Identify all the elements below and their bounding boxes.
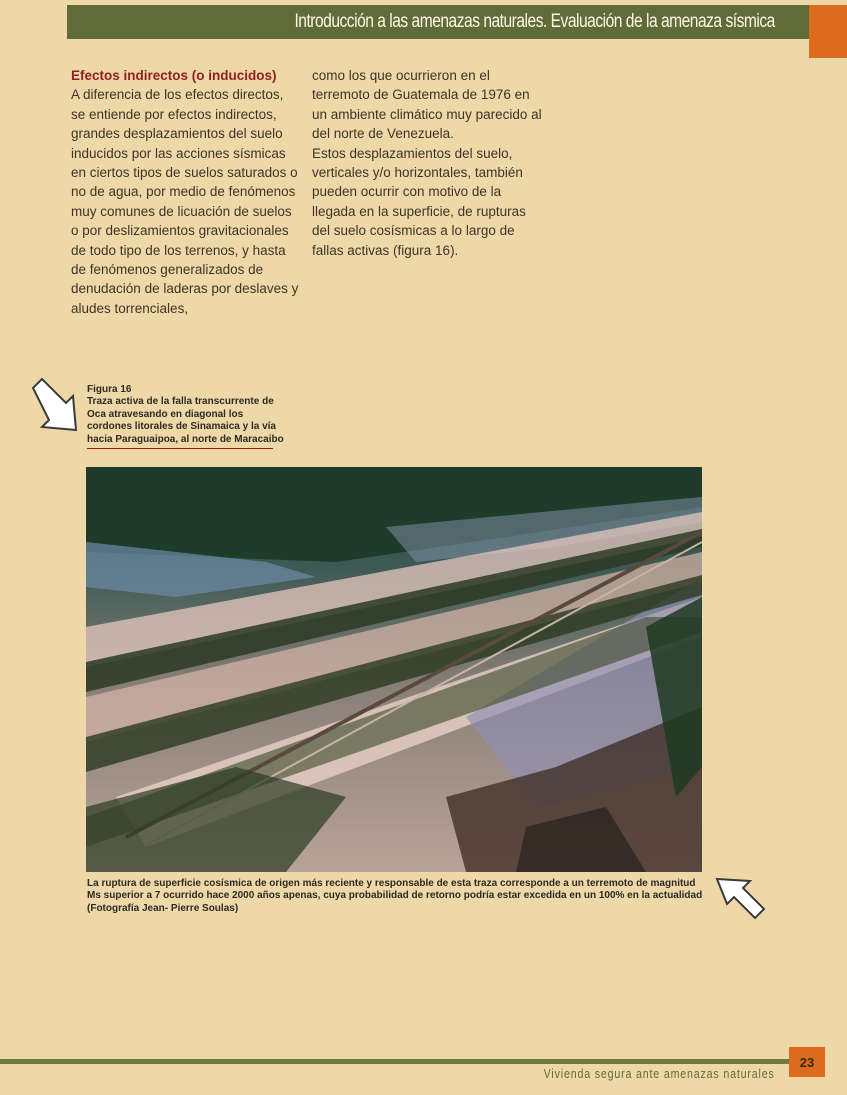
footer-rule [0,1059,790,1064]
section-heading: Efectos indirectos (o inducidos) [71,68,277,83]
header-accent-tab [809,5,847,58]
figure-title: Traza activa de la falla transcurrente de Oca atravesando en diagonal los cordones litorales de Sinamaica y la vía hacia Paraguaipoa, al norte de Maracaibo [87,396,284,445]
right-paragraph-1: como los que ocurrieron en el terremoto de Guatemala de 1976 en un ambiente climático muy parecido al del norte de Venezuela. [312,68,542,142]
arrow-up-left-icon [714,873,766,925]
figure-caption-bottom: La ruptura de superficie cosísmica de origen más reciente y responsable de esta traza corresponde a un terremoto de magnitud Ms superior a 7 ocurrido hace 2000 años apenas, cuya probabilidad de retorno podría estar excedida en un 100% en la actualidad (Fotografía Jean- Pierre Soulas) [87,878,703,914]
figure-caption-top [87,384,287,449]
header-bar [67,5,825,39]
page-number: 23 [789,1047,825,1077]
figure-label: Figura 16 [87,384,132,395]
left-paragraph: A diferencia de los efectos directos, se entiende por efectos indirectos, grandes desplazamientos del suelo inducidos por las acciones sísmicas en ciertos tipos de suelos saturados o no de agua, por medio de fenómenos muy comunes de licuación de suelos o por deslizamientos gravitacionales de todo tipo de los terrenos, y hasta de fenómenos generalizados de denudación de laderas por deslaves y aludes torrenciales, [71,87,299,316]
footer-text: Vivienda segura ante amenazas naturales [544,1066,775,1081]
text-column-right [312,66,542,260]
aerial-photo [86,467,702,872]
header-title: Introducción a las amenazas naturales. Evaluación de la amenaza sísmica [294,11,775,32]
arrow-down-right-icon [30,376,80,434]
text-column-left [71,66,301,318]
right-paragraph-2: Estos desplazamientos del suelo, verticales y/o horizontales, también pueden ocurrir con motivo de la llegada en la superficie, de rupturas del suelo cosísmicas a lo largo de fallas activas (figura 16). [312,145,526,258]
caption-underline [87,448,273,449]
